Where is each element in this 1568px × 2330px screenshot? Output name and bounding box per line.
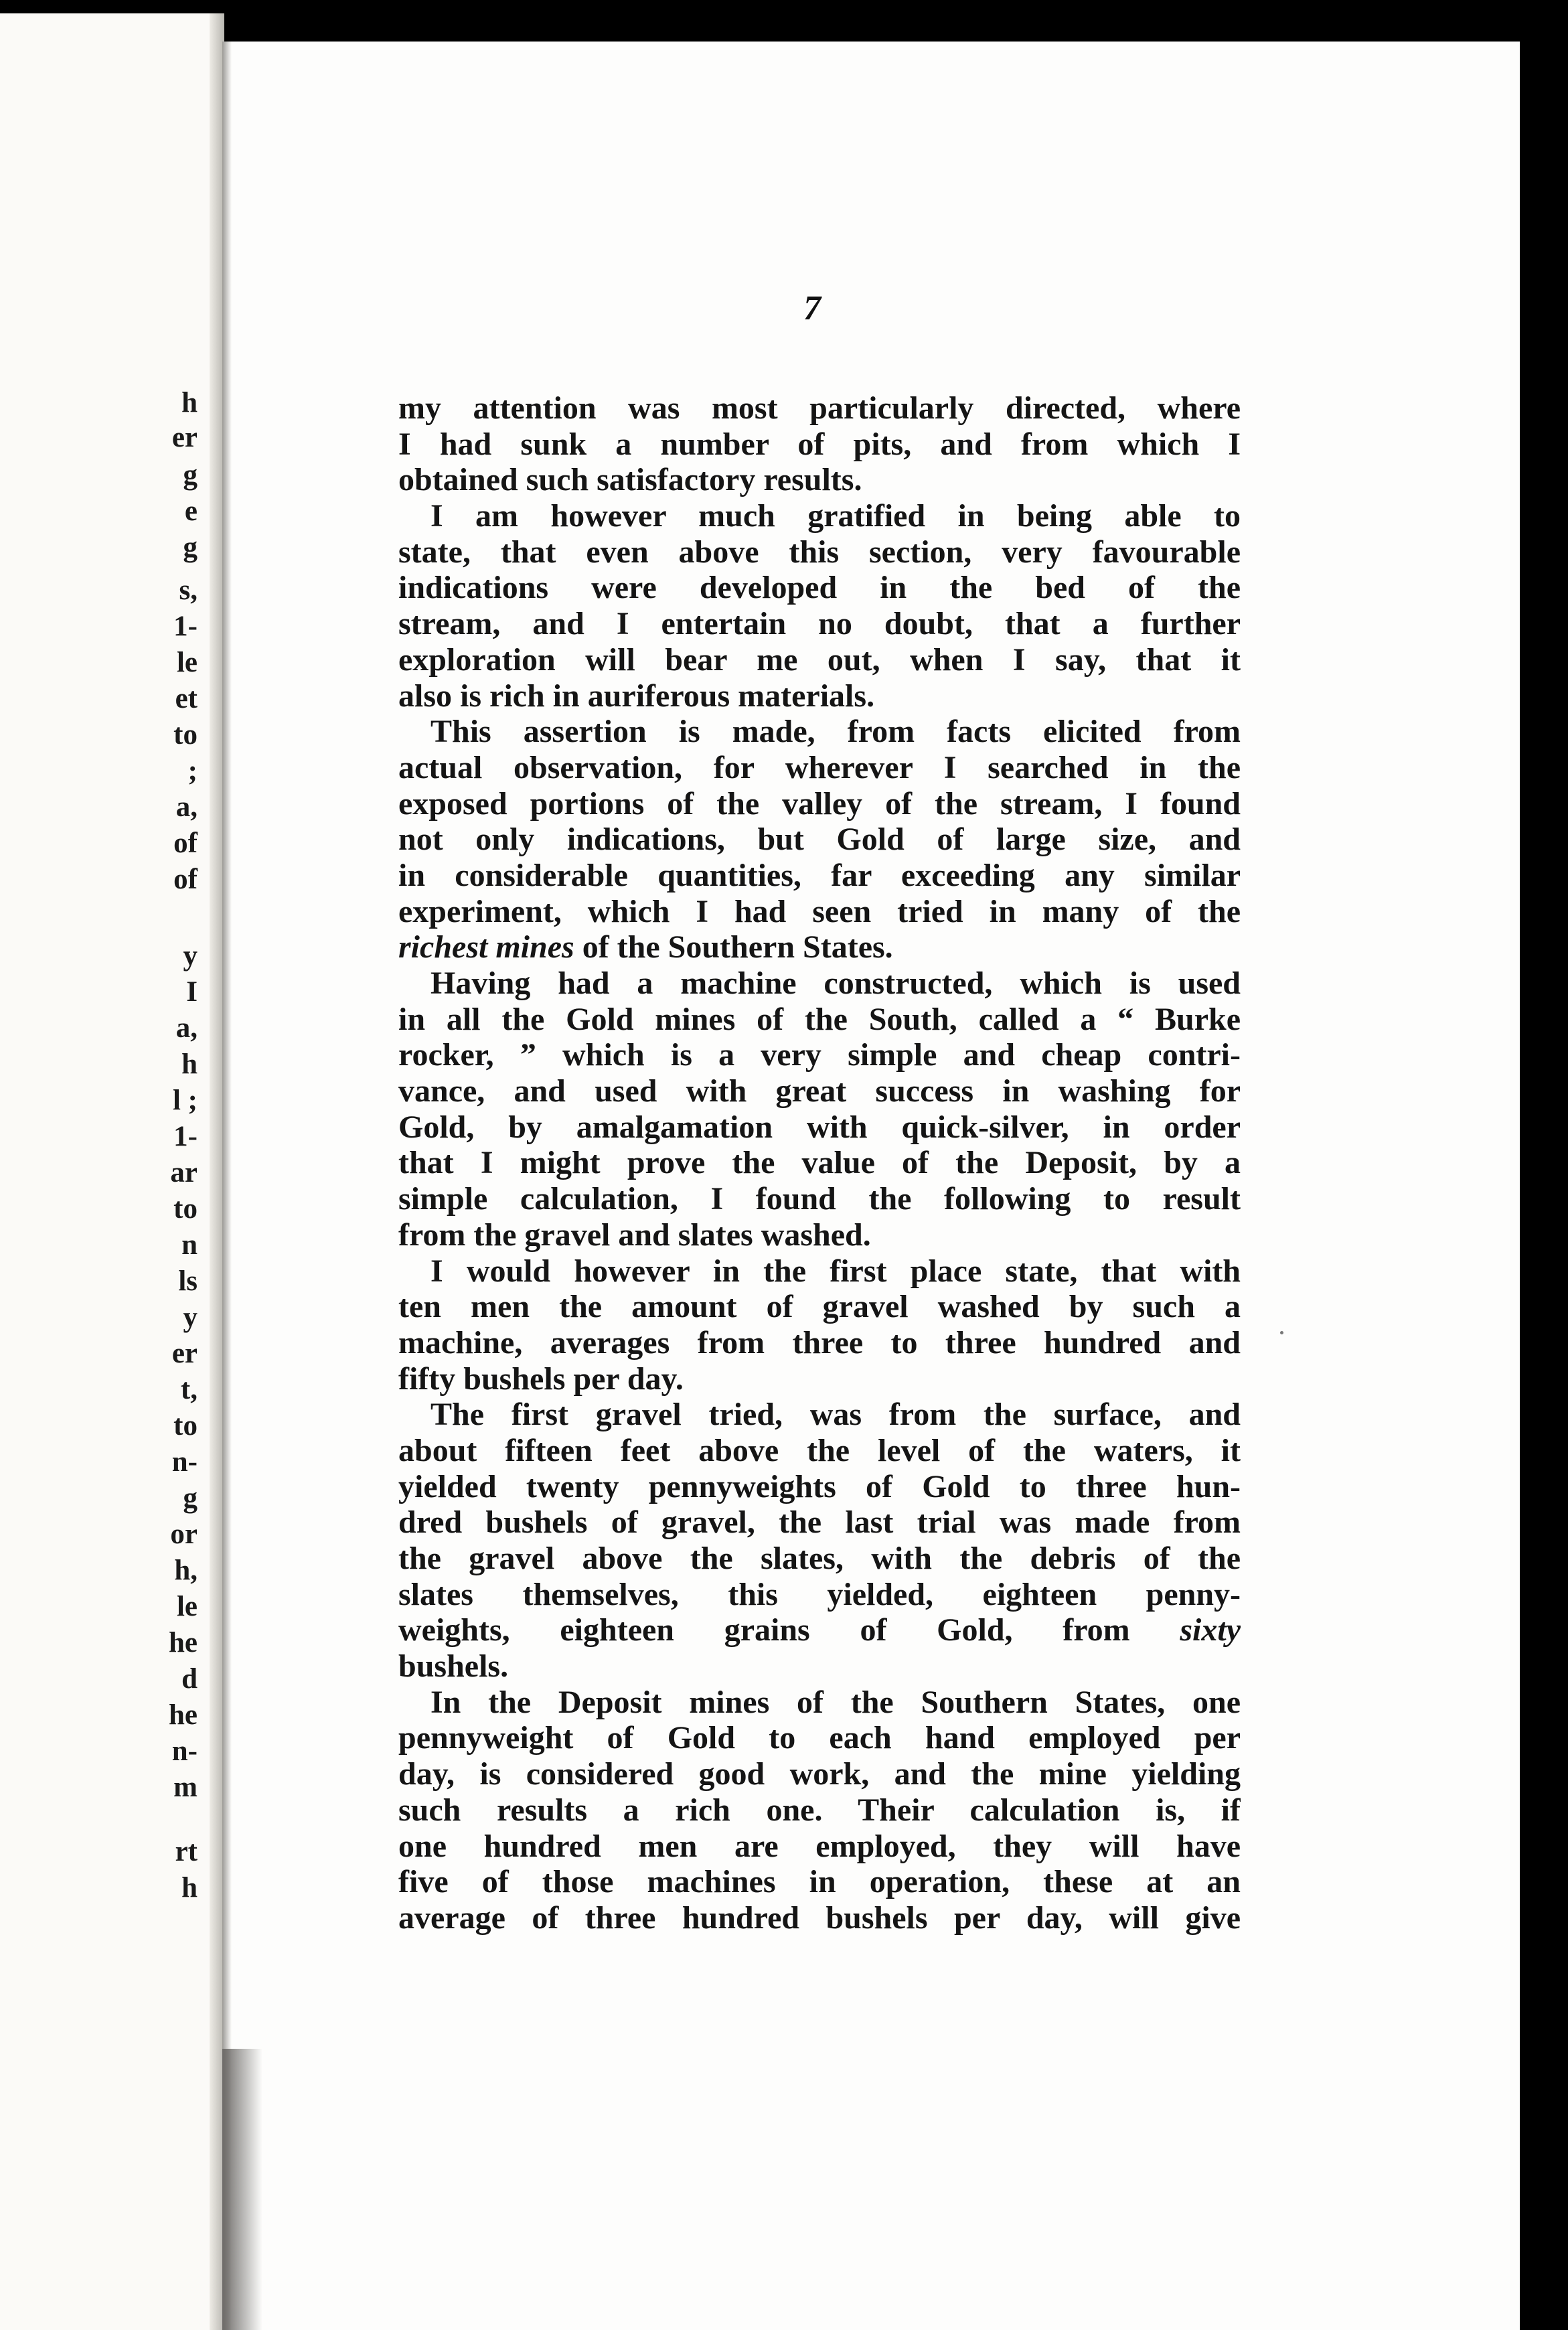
text-segment: of the Southern States. — [574, 929, 893, 965]
page-edge-shadow — [222, 42, 232, 2330]
paper-speck — [1280, 1331, 1283, 1334]
text-line: exploration will bear me out, when I say, that it — [398, 641, 1241, 678]
text-line: not only indications, but Gold of large size, and — [398, 822, 1241, 858]
text-line: experiment, which I had seen tried in many of the — [398, 893, 1241, 929]
text-line — [398, 929, 1241, 965]
left-page-fragment: y — [183, 940, 198, 972]
left-page-fragment: to — [173, 1410, 198, 1442]
text-line: This assertion is made, from facts elicited from — [430, 714, 1241, 750]
italic-emphasis: sixty — [1180, 1612, 1241, 1648]
text-line: exposed portions of the valley of the stream, I found — [398, 785, 1241, 822]
text-line: in considerable quantities, far exceeding any similar — [398, 857, 1241, 893]
text-line: five of those machines in operation, these at an — [398, 1864, 1241, 1900]
text-line: day, is considered good work, and the mine yielding — [398, 1756, 1241, 1792]
left-page-fragment: ls — [178, 1265, 198, 1297]
left-page-fragment: a, — [175, 1012, 198, 1044]
left-page-fragment: ; — [187, 755, 198, 787]
text-line: fifty bushels per day. — [398, 1361, 684, 1397]
left-page-fragment: to — [173, 719, 198, 751]
left-page-fragment: l ; — [172, 1085, 198, 1116]
text-line: stream, and I entertain no doubt, that a further — [398, 606, 1241, 642]
text-line: indications were developed in the bed of the — [398, 570, 1241, 606]
text-segment: weights, eighteen grains of Gold, from — [398, 1612, 1180, 1648]
text-line: I would however in the first place state, that with — [430, 1253, 1241, 1289]
left-page-fragment: m — [173, 1772, 198, 1803]
text-line: about fifteen feet above the level of the waters, it — [398, 1432, 1241, 1468]
text-line: pennyweight of Gold to each hand employed per — [398, 1720, 1241, 1756]
text-line: obtained such satisfactory results. — [398, 462, 862, 498]
text-line: state, that even above this section, very favourable — [398, 534, 1241, 570]
text-line: vance, and used with great success in washing for — [398, 1073, 1241, 1109]
body-text — [398, 390, 1241, 1936]
left-page-fragment: 1- — [173, 611, 198, 642]
text-line: simple calculation, I found the following to result — [398, 1181, 1241, 1217]
left-page-edge — [0, 13, 224, 2330]
text-line: slates themselves, this yielded, eighteen penny- — [398, 1576, 1241, 1612]
left-page-fragment: er — [171, 1338, 198, 1369]
left-page-fragment: e — [184, 495, 198, 527]
text-line: In the Deposit mines of the Southern States, one — [430, 1684, 1241, 1720]
text-line: Having had a machine constructed, which is used — [430, 965, 1241, 1001]
text-line: The first gravel tried, was from the surface, and — [430, 1397, 1241, 1433]
text-line: Gold, by amalgamation with quick-silver, in order — [398, 1109, 1241, 1145]
left-page-fragment: I — [186, 976, 198, 1008]
left-page-fragment: n — [181, 1229, 198, 1261]
text-line: actual observation, for wherever I searched in the — [398, 749, 1241, 785]
left-page-fragment: d — [181, 1663, 198, 1695]
text-line: I had sunk a number of pits, and from which I — [398, 426, 1241, 462]
left-page-fragment: er — [171, 422, 198, 453]
left-page-fragment: le — [176, 1591, 198, 1622]
left-page-fragment: s, — [179, 574, 198, 606]
page-number: 7 — [803, 289, 821, 327]
left-page-fragment: le — [176, 647, 198, 678]
text-line: the gravel above the slates, with the debris of the — [398, 1541, 1241, 1576]
left-page-fragment: a, — [175, 791, 198, 823]
text-line: one hundred men are employed, they will have — [398, 1828, 1241, 1864]
left-page-fragment: g — [183, 1482, 198, 1514]
text-line: I am however much gratified in being able to — [430, 498, 1241, 534]
text-line: such results a rich one. Their calculation is, if — [398, 1792, 1241, 1828]
left-page-fragment: h — [181, 387, 198, 418]
page-corner-shadow — [222, 2049, 262, 2330]
text-line: yielded twenty pennyweights of Gold to three hun- — [398, 1468, 1241, 1504]
left-page-fragment: 1- — [173, 1121, 198, 1152]
left-page-fragment: h — [181, 1872, 198, 1904]
text-line — [398, 1612, 1241, 1648]
text-line: in all the Gold mines of the South, called a “ Burke — [398, 1001, 1241, 1037]
left-page-fragment: he — [169, 1699, 198, 1731]
text-line: that I might prove the value of the Deposit, by a — [398, 1145, 1241, 1181]
left-page-fragment: n- — [171, 1446, 198, 1478]
left-page-fragment: y — [183, 1302, 198, 1333]
left-page-fragment: g — [183, 532, 198, 563]
left-page-fragment: h — [181, 1048, 198, 1080]
left-page-fragment: to — [173, 1193, 198, 1225]
text-line: from the gravel and slates washed. — [398, 1217, 871, 1253]
left-page-fragment: of — [173, 864, 198, 895]
text-line: my attention was most particularly directed, where — [398, 390, 1241, 426]
left-page-fragment: he — [169, 1627, 198, 1658]
left-page-fragment: n- — [171, 1735, 198, 1767]
text-line: bushels. — [398, 1648, 509, 1685]
left-page-fragment: or — [170, 1519, 198, 1550]
left-page-fragment: rt — [175, 1836, 198, 1867]
text-line: ten men the amount of gravel washed by such a — [398, 1289, 1241, 1325]
text-line: machine, averages from three to three hundred and — [398, 1324, 1241, 1361]
text-line: average of three hundred bushels per day, will give — [398, 1899, 1241, 1936]
left-page-fragment: et — [175, 683, 198, 714]
italic-emphasis: richest mines — [398, 929, 574, 965]
left-page-fragment: ar — [170, 1157, 198, 1188]
text-line: rocker, ” which is a very simple and cheap contri- — [398, 1037, 1241, 1073]
text-line: dred bushels of gravel, the last trial was made from — [398, 1504, 1241, 1541]
left-page-fragment: t, — [180, 1374, 198, 1405]
left-page-fragment: h, — [174, 1555, 198, 1586]
left-page-fragment: of — [173, 828, 198, 859]
text-line: also is rich in auriferous materials. — [398, 678, 875, 714]
left-page-fragment: g — [183, 459, 198, 491]
